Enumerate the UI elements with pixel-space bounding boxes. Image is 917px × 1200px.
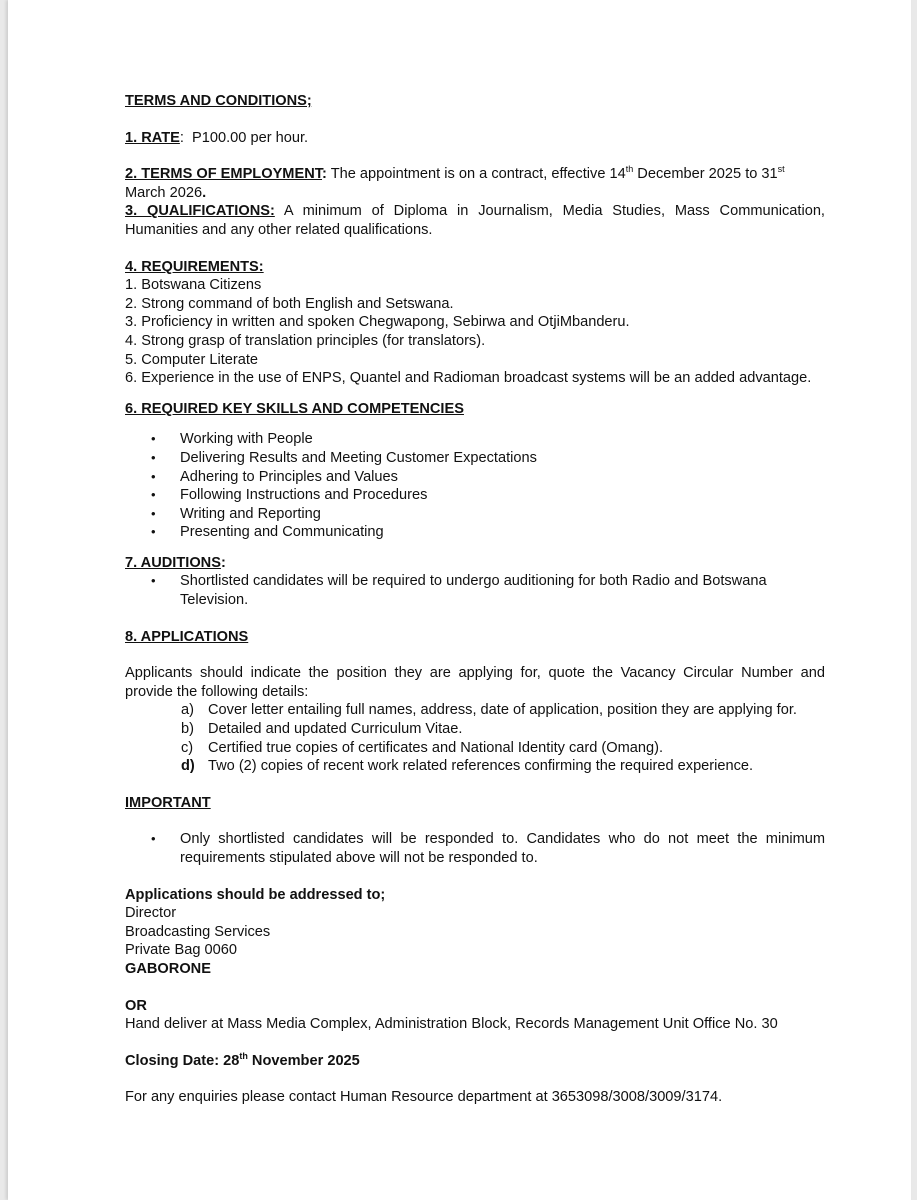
employment-colon: : <box>322 166 327 183</box>
employment-label: 2. TERMS OF EMPLOYMENT <box>125 166 323 183</box>
closing-text-a: Closing Date: 28 <box>125 1052 240 1069</box>
application-marker: a) <box>181 702 194 719</box>
skills-list <box>125 430 825 542</box>
closing-sup: th <box>239 1050 248 1061</box>
application-item <box>125 720 825 739</box>
rate-value: P100.00 per hour. <box>192 129 309 146</box>
address-city: GABORONE <box>125 960 211 977</box>
closing-date <box>125 1052 825 1071</box>
audition-item: • Shortlisted candidates will be required to undergo auditioning for both Radio and Botswana Television. <box>125 572 825 609</box>
application-marker: c) <box>181 739 194 756</box>
auditions-colon: : <box>220 554 226 571</box>
application-item <box>125 701 825 720</box>
skill-item: • Writing and Reporting <box>125 505 825 524</box>
requirement-item: 6. Experience in the use of ENPS, Quantel and Radioman broadcast systems will be an added advantage. <box>125 370 812 387</box>
employment-sup-b: st <box>777 164 785 175</box>
address-line: Director <box>125 905 177 922</box>
qualifications-label: 3. QUALIFICATIONS: <box>125 203 275 220</box>
rate-colon: : <box>179 129 184 146</box>
requirement-item: 2. Strong command of both English and Setswana. <box>125 295 454 312</box>
important-list <box>125 830 825 867</box>
requirement-item: 1. Botswana Citizens <box>125 277 262 294</box>
applications-list <box>125 701 825 775</box>
application-text: Cover letter entailing full names, address, date of application, position they are applying for. <box>208 702 797 719</box>
employment-text-b: December 2025 to 31 <box>633 166 778 183</box>
important-item: • Only shortlisted candidates will be responded to. Candidates who do not meet the minimum requirements stipulated above will not be responded to. <box>125 830 825 867</box>
application-item <box>125 757 825 776</box>
requirements-title: 4. REQUIREMENTS: <box>125 258 264 275</box>
employment-sup-a: th <box>625 164 634 175</box>
address-heading: Applications should be addressed to; <box>125 886 386 903</box>
auditions-list <box>125 572 825 609</box>
employment-line <box>125 165 825 202</box>
application-text: Certified true copies of certificates and National Identity card (Omang). <box>208 739 664 756</box>
skill-item: • Working with People <box>125 430 825 449</box>
qualifications-text: A minimum of Diploma in Journalism, Media Studies, Mass Communication, Humanities and any other related qualifications. <box>125 203 825 238</box>
rate-line <box>125 129 825 148</box>
skill-item: • Following Instructions and Procedures <box>125 486 825 505</box>
employment-text-a: The appointment is on a contract, effective 14 <box>326 166 626 183</box>
document-body <box>125 92 825 1107</box>
qualifications-line <box>125 202 825 239</box>
application-text: Two (2) copies of recent work related references confirming the required experience. <box>208 758 754 775</box>
address-line: Private Bag 0060 <box>125 942 237 959</box>
requirement-item: 5. Computer Literate <box>125 351 259 368</box>
application-marker: d) <box>181 758 195 775</box>
skill-item: • Delivering Results and Meeting Customer Expectations <box>125 449 825 468</box>
requirement-item: 4. Strong grasp of translation principles (for translators). <box>125 332 486 349</box>
rate-label: 1. RATE <box>125 129 180 146</box>
auditions-title: 7. AUDITIONS <box>125 554 221 571</box>
skill-item: • Presenting and Communicating <box>125 523 825 542</box>
or-label: OR <box>125 997 147 1014</box>
applications-title: 8. APPLICATIONS <box>125 628 249 645</box>
skill-item: • Adhering to Principles and Values <box>125 468 825 487</box>
applications-intro: Applicants should indicate the position they are applying for, quote the Vacancy Circular Number and provide the following details: <box>125 665 825 700</box>
address-line: Broadcasting Services <box>125 923 271 940</box>
important-title: IMPORTANT <box>125 794 211 811</box>
document-page <box>8 0 911 1200</box>
employment-text-end: . <box>202 184 207 201</box>
requirement-item: 3. Proficiency in written and spoken Chegwapong, Sebirwa and OtjiMbanderu. <box>125 314 630 331</box>
enquiries-text: For any enquiries please contact Human Resource department at 3653098/3008/3009/3174. <box>125 1089 723 1106</box>
employment-text-c: March 2026 <box>125 184 203 201</box>
application-text: Detailed and updated Curriculum Vitae. <box>208 721 463 738</box>
auditions-title-line <box>125 554 825 573</box>
application-item <box>125 739 825 758</box>
terms-title: TERMS AND CONDITIONS; <box>125 93 312 109</box>
closing-text-b: November 2025 <box>247 1052 360 1069</box>
skills-title: 6. REQUIRED KEY SKILLS AND COMPETENCIES <box>125 400 464 417</box>
hand-deliver-text: Hand deliver at Mass Media Complex, Administration Block, Records Management Unit Office No. 30 <box>125 1016 778 1033</box>
application-marker: b) <box>181 721 194 738</box>
